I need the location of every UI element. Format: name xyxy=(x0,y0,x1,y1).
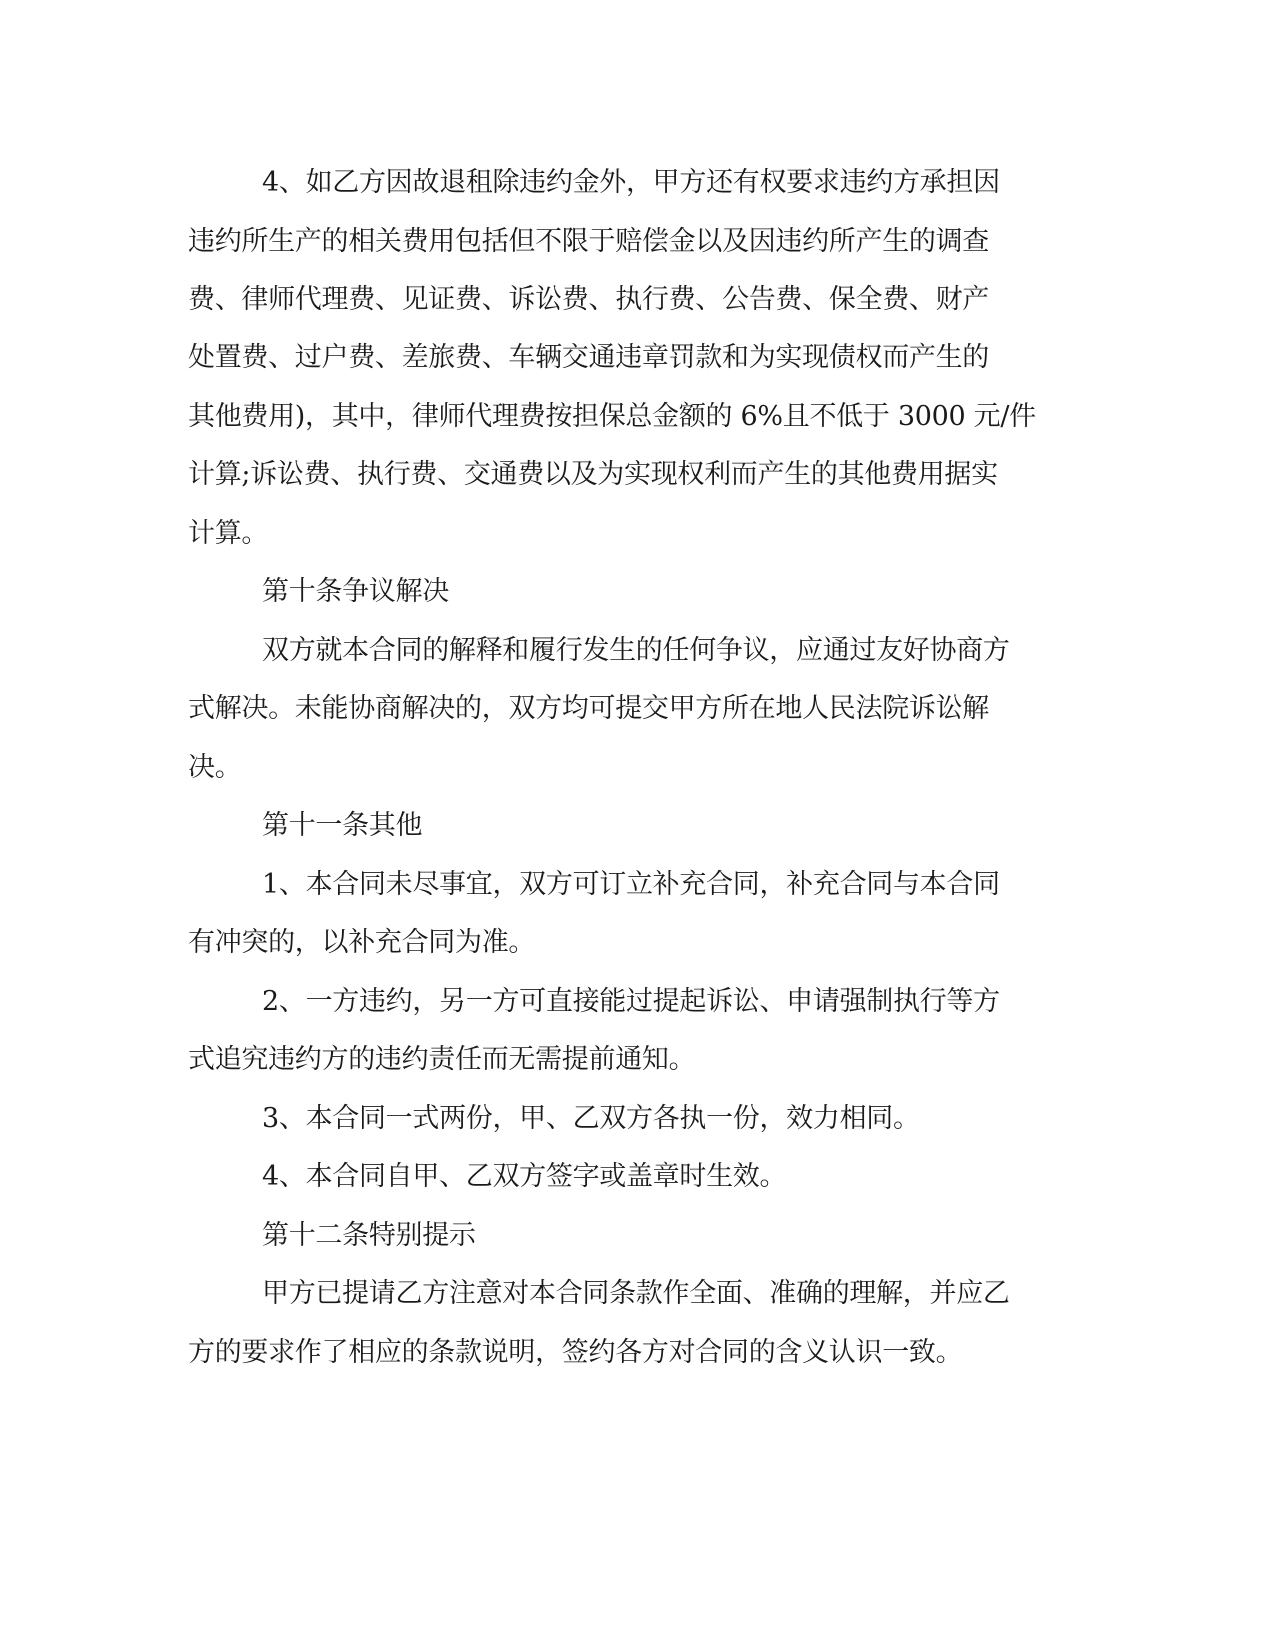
clause-9-item-4-line-6: 计算;诉讼费、执行费、交通费以及为实现权利而产生的其他费用据实 xyxy=(188,459,998,490)
clause-9-item-4-line-1: 4、如乙方因故退租除违约金外，甲方还有权要求违约方承担因 xyxy=(262,167,1000,198)
clause-12-body-line-1: 甲方已提请乙方注意对本合同条款作全面、准确的理解，并应乙 xyxy=(262,1278,1010,1309)
clause-9-item-4-line-5: 其他费用)，其中，律师代理费按担保总金额的 6%且不低于 3000 元/件 xyxy=(188,401,1036,432)
clause-9-item-4-line-3: 费、律师代理费、见证费、诉讼费、执行费、公告费、保全费、财产 xyxy=(188,284,989,315)
clause-11-item-2-line-1: 2、一方违约，另一方可直接能过提起诉讼、申请强制执行等方 xyxy=(262,986,1000,1017)
clause-10-body-line-1: 双方就本合同的解释和履行发生的任何争议，应通过友好协商方 xyxy=(262,635,1010,666)
clause-11-item-1-line-1: 1、本合同未尽事宜，双方可订立补充合同，补充合同与本合同 xyxy=(262,869,1000,900)
clause-12-heading: 第十二条特别提示 xyxy=(262,1220,476,1251)
clause-11-item-4: 4、本合同自甲、乙双方签字或盖章时生效。 xyxy=(262,1161,787,1192)
clause-9-item-4-line-7: 计算。 xyxy=(188,518,269,549)
clause-9-item-4-line-2: 违约所生产的相关费用包括但不限于赔偿金以及因违约所产生的调查 xyxy=(188,226,989,257)
clause-11-item-2-line-2: 式追究违约方的违约责任而无需提前通知。 xyxy=(188,1044,696,1075)
clause-11-item-1-line-2: 有冲突的，以补充合同为准。 xyxy=(188,927,536,958)
clause-10-body-line-2: 式解决。未能协商解决的，双方均可提交甲方所在地人民法院诉讼解 xyxy=(188,693,989,724)
clause-9-item-4-line-4: 处置费、过户费、差旅费、车辆交通违章罚款和为实现债权而产生的 xyxy=(188,342,989,373)
clause-12-body-line-2: 方的要求作了相应的条款说明，签约各方对合同的含义认识一致。 xyxy=(188,1337,963,1368)
clause-10-body-line-3: 决。 xyxy=(188,752,242,783)
clause-10-heading: 第十条争议解决 xyxy=(262,576,449,607)
clause-11-heading: 第十一条其他 xyxy=(262,810,423,841)
clause-11-item-3: 3、本合同一式两份，甲、乙双方各执一份，效力相同。 xyxy=(262,1103,920,1134)
